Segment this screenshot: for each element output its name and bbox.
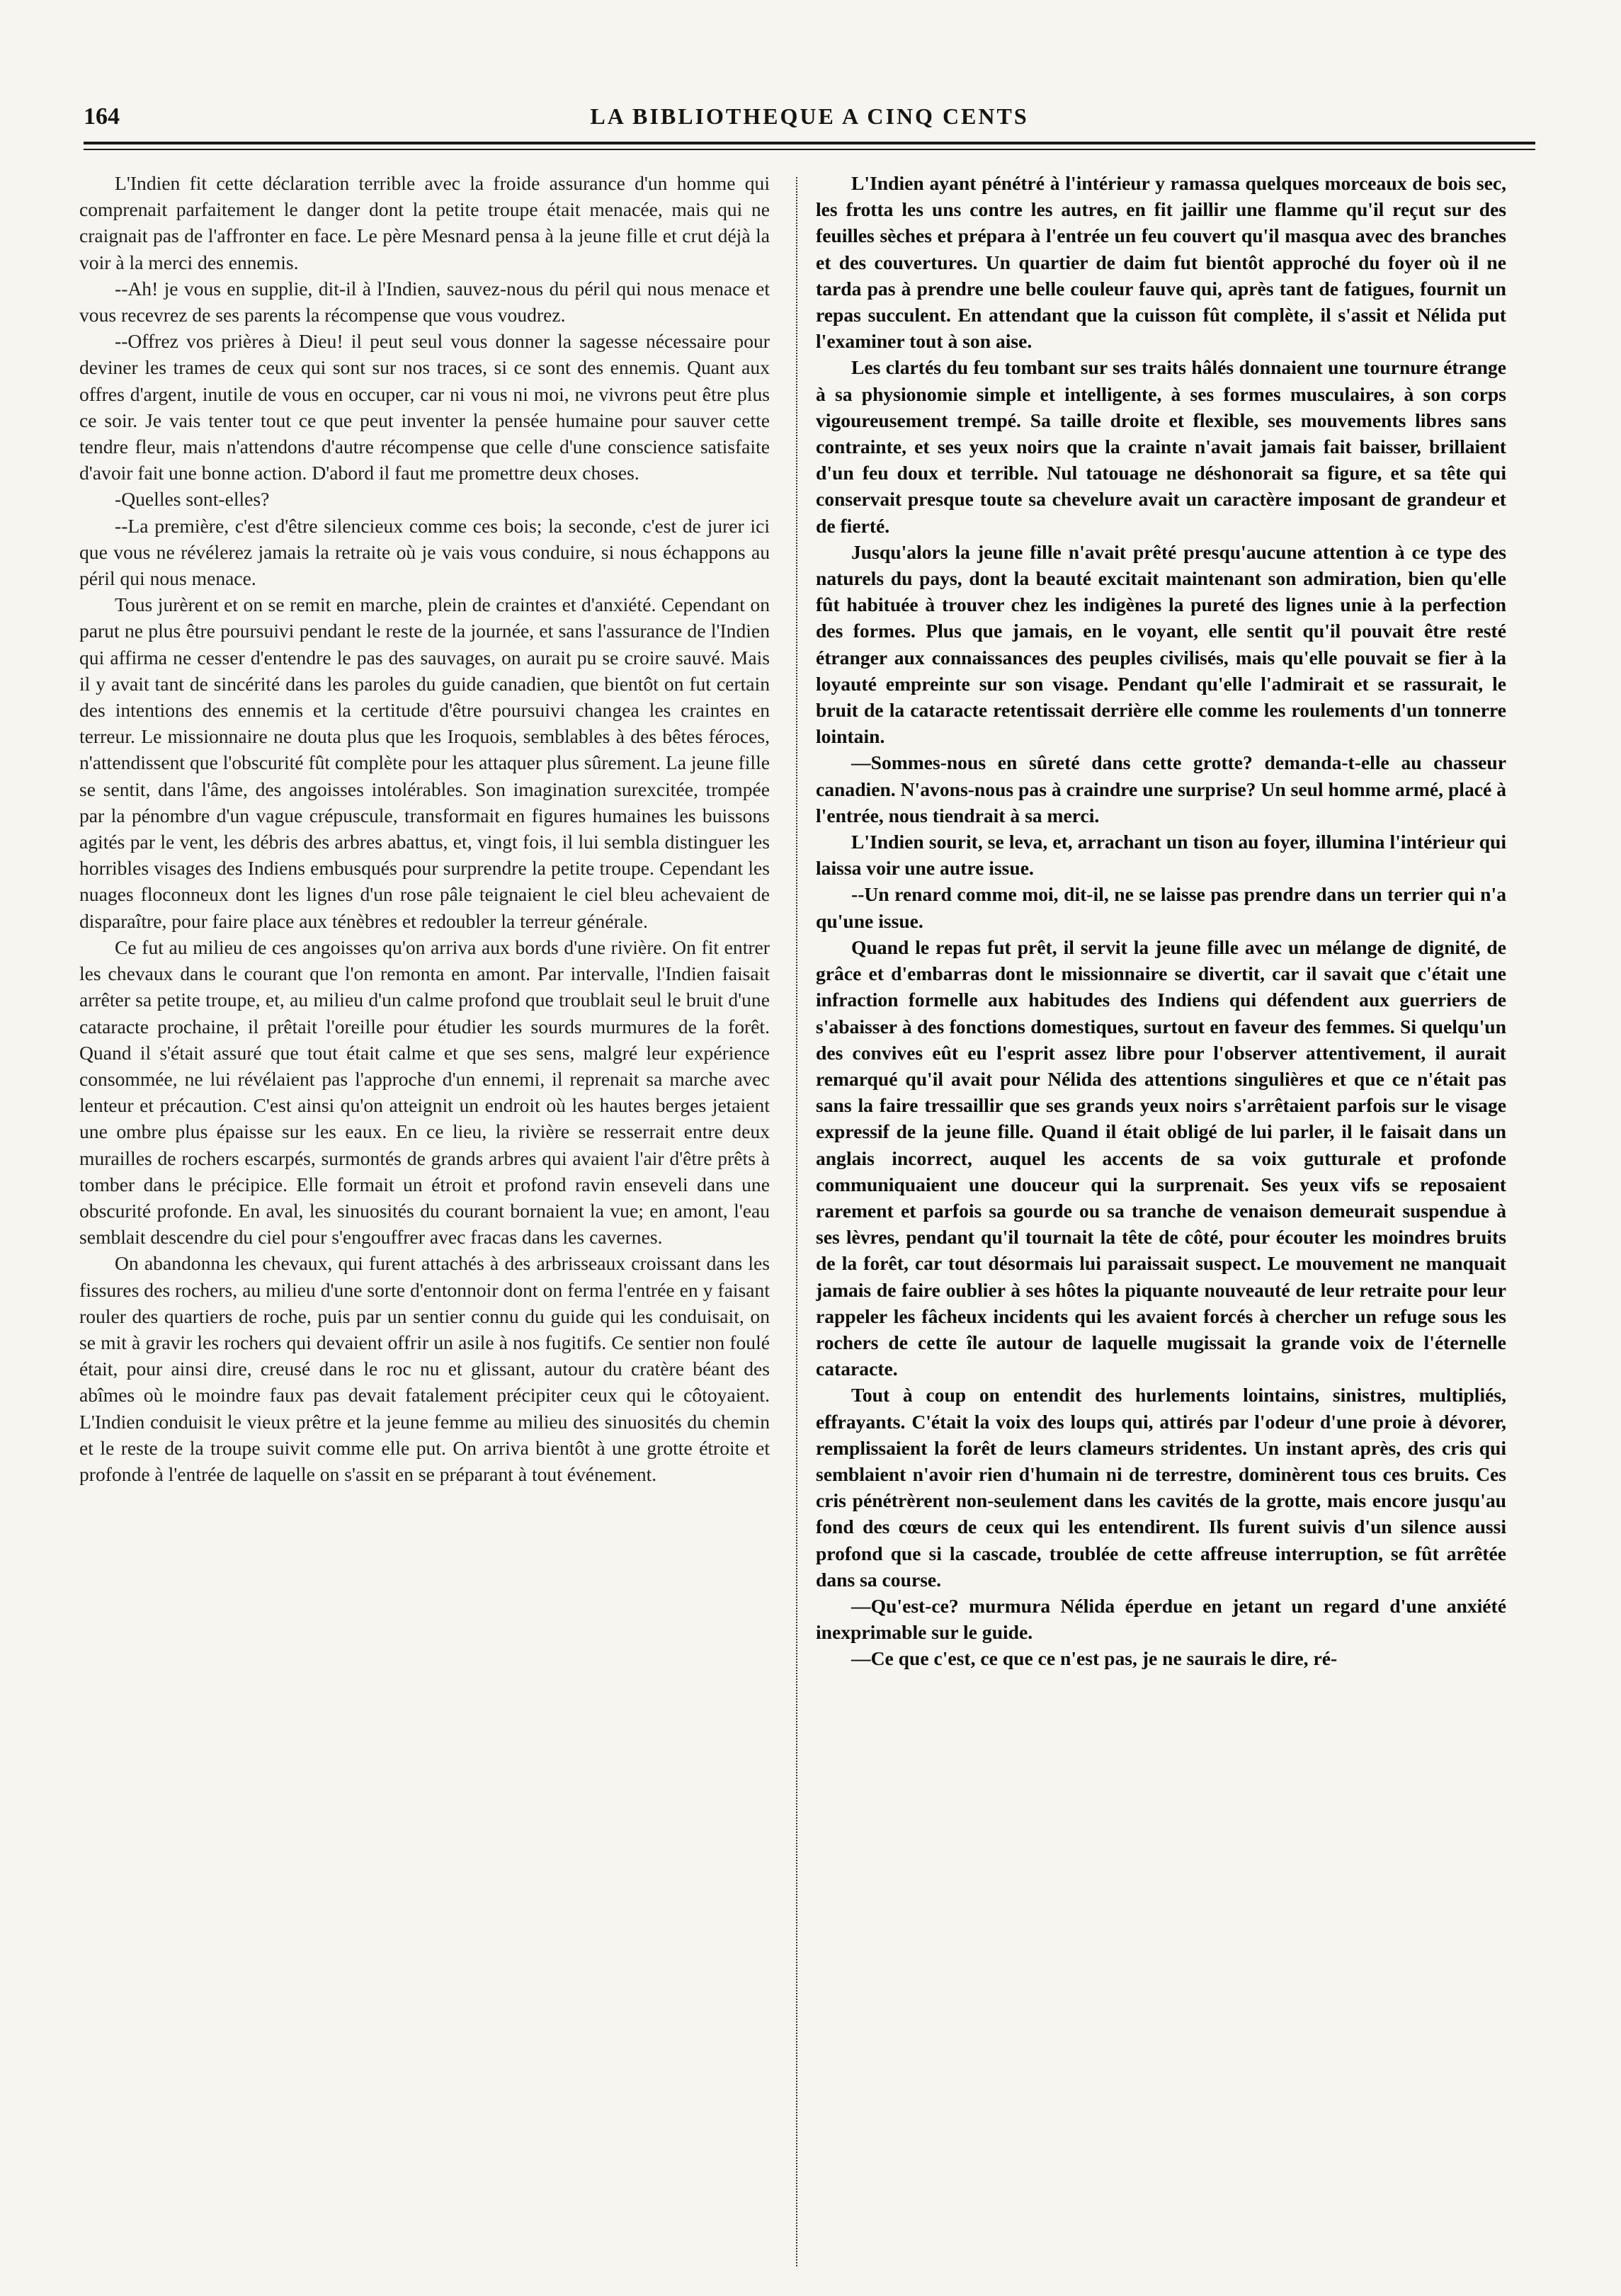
paragraph: Tout à coup on entendit des hurlements lointains, sinistres, multipliés, effrayants. C'était la voix des loups qui, attirés par l'odeur d'une proie à dévorer, remplissaient la forêt de leurs clameurs stridentes. Un instant après, des cris qui semblaient n'avoir rien d'humain ni de terrestre, dominèrent tous ces bruits. Ces cris pénétrèrent non-seulement dans les cavités de la grotte, mais encore jusqu'au fond des cœurs de ceux qui les entendirent. Ils furent suivis d'un silence aussi profond que si la cascade, troublée de cette affreuse interruption, se fût arrêtée dans sa course. [816,1384,1506,1591]
paragraph: --Offrez vos prières à Dieu! il peut seul vous donner la sagesse nécessaire pour deviner les trames de ceux qui sont sur nos traces, si ce sont des ennemis. Quant aux offres d'argent, inutile de vous en occuper, car ni vous ni moi, ne vivrons peut être plus ce soir. Je vais tenter tout ce que peut inventer la pensée humaine pour sauver cette tendre fleur, mais n'attendons d'autre récompense que celle d'une conscience satisfaite d'avoir fait une bonne action. D'abord il faut me promettre deux choses. [79,330,770,484]
paragraph: --Un renard comme moi, dit-il, ne se laisse pas prendre dans un terrier qui n'a qu'une issue. [816,883,1506,932]
paragraph: On abandonna les chevaux, qui furent attachés à des arbrisseaux croissant dans les fissures des rochers, au milieu d'une sorte d'entonnoir dont on ferma l'entrée en y faisant rouler des quartiers de roche, puis par un sentier connu du guide qui les conduisait, on se mit à gravir les rochers qui devaient offrir un asile à nos fugitifs. Ce sentier non foulé était, pour ainsi dire, creusé dans le roc nu et glissant, autour du cratère béant des abîmes où le moindre faux pas devait fatalement précipiter ceux qui le côtoyaient. L'Indien conduisit le vieux prêtre et la jeune femme au milieu des sinuosités du chemin et le reste de la troupe suivit comme elle put. On arriva bientôt à une grotte étroite et profonde à l'entrée de laquelle on s'assit en se préparant à tout événement. [79,1252,770,1485]
header-rule-thin [84,149,1535,150]
paragraph: --Ah! je vous en supplie, dit-il à l'Indien, sauvez-nous du péril qui nous menace et vous recevrez de ses parents la récompense que vous voudrez. [79,277,770,326]
right-column [816,170,1506,2273]
paragraph: --La première, c'est d'être silencieux comme ces bois; la seconde, c'est de jurer ici que vous ne révélerez jamais la retraite où je vais vous conduire, si nous échappons au péril qui nous menace. [79,514,770,590]
paragraph: L'Indien sourit, se leva, et, arrachant un tison au foyer, illumina l'intérieur qui laissa voir une autre issue. [816,831,1506,880]
paragraph: —Sommes-nous en sûreté dans cette grotte? demanda-t-elle au chasseur canadien. N'avons-nous pas à craindre une surprise? Un seul homme armé, placé à l'entrée, nous tiendrait à sa merci. [816,751,1506,826]
left-column [79,170,770,2273]
paragraph: Quand le repas fut prêt, il servit la jeune fille avec un mélange de dignité, de grâce et d'embarras dont le missionnaire se divertit, car il savait que c'était une infraction formelle aux habitudes des Indiens qui défendent aux guerriers de s'abaisser à des fonctions domestiques, surtout en faveur des femmes. Si quelqu'un des convives eût eu l'esprit assez libre pour l'observer attentivement, il aurait remarqué qu'il avait pour Nélida des attentions singulières et que ce n'était pas sans la faire tressaillir que ses grands yeux noirs s'arrêtaient parfois sur le visage expressif de la jeune fille. Quand il était obligé de lui parler, il le faisait dans un anglais incorrect, auquel les accents de sa voix gutturale et profonde communiquaient une douceur qui la surprenait. Ses yeux vifs se reposaient rarement et parfois sa gourde ou sa tranche de venaison demeurait suspendue à ses lèvres, pendant qu'il tournait la tête de côté, pour écouter les moindres bruits de la forêt, car tout désormais lui paraissait suspect. Le mouvement ne manquait jamais de faire oublier à ses hôtes la piquante nouveauté de leur retraite pour leur rappeler les fâcheux incidents qui les avaient forcés à chercher un refuge sous les rochers de cette île autour de laquelle mugissait la grande voix de l'éternelle cataracte. [816,936,1506,1380]
paragraph: Les clartés du feu tombant sur ses traits hâlés donnaient une tournure étrange à sa physionomie simple et intelligente, à ses formes musculaires, à son corps vigoureusement trempé. Sa taille droite et flexible, ses mouvements libres sans contrainte, et ses yeux noirs que la crainte n'avait jamais fait baisser, brillaient d'un feu doux et terrible. Nul tatouage ne déshonorait sa figure, et sa tête qui conservait presque toute sa chevelure avait un caractère imposant de grandeur et de fierté. [816,356,1506,537]
header-rule-thick [84,142,1535,144]
paragraph: L'Indien ayant pénétré à l'intérieur y ramassa quelques morceaux de bois sec, les frotta les uns contre les autres, en fit jaillir une flamme qu'il reçut sur des feuilles sèches et prépara à l'entrée un feu couvert qu'il masqua avec des branches et des couvertures. Un quartier de daim fut bientôt approché du foyer où il ne tarda pas à prendre une belle couleur fauve qui, après tant de fatigues, fournit un repas succulent. En attendant que la cuisson fût complète, il s'assit et Nélida put l'examiner tout à son aise. [816,172,1506,353]
paragraph: —Qu'est-ce? murmura Nélida éperdue en jetant un regard d'une anxiété inexprimable sur le guide. [816,1594,1506,1644]
column-divider [796,177,797,2266]
paragraph: -Quelles sont-elles? [115,488,270,511]
paragraph: Jusqu'alors la jeune fille n'avait prêté presqu'aucune attention à ce type des naturels du pays, dont la beauté excitait maintenant son admiration, bien qu'elle fût habituée à trouver chez les indigènes la pureté des lignes unie à la perfection des formes. Plus que jamais, en le voyant, elle sentit qu'il pouvait être resté étranger aux connaissances des peuples civilisés, mais qu'elle pouvait se fier à la loyauté empreinte sur son visage. Pendant qu'elle l'admirait et se rassurait, le bruit de la cataracte retentissait derrière elle comme les roulements d'un tonnerre lointain. [816,540,1506,748]
paragraph: Ce fut au milieu de ces angoisses qu'on arriva aux bords d'une rivière. On fit entrer les chevaux dans le courant que l'on remonta en amont. Par intervalle, l'Indien faisait arrêter sa petite troupe, et, au milieu d'un calme profond que troublait seul le bruit d'une cataracte prochaine, il prêtait l'oreille pour étudier les sourds murmures de la forêt. Quand il s'était assuré que tout était calme et que ses sens, malgré leur expérience consommée, ne lui révélaient pas l'approche d'un ennemi, il reprenait sa marche avec lenteur et précaution. C'est ainsi qu'on atteignit un endroit où les hautes berges jetaient une ombre plus épaisse sur les eaux. En ce lieu, la rivière se resserrait entre deux murailles de rochers escarpés, surmontés de grands arbres qui avaient l'air d'être prêts à tomber dans le précipice. Elle formait un étroit et profond ravin enseveli dans une obscurité profonde. En aval, les sinuosités du courant bornaient la vue; en amont, l'eau semblait descendre du ciel pour s'engouffrer avec fracas dans les cavernes. [79,936,770,1249]
paragraph: —Ce que c'est, ce que ce n'est pas, je ne saurais le dire, ré- [851,1647,1338,1670]
paragraph: Tous jurèrent et on se remit en marche, plein de craintes et d'anxiété. Cependant on parut ne plus être poursuivi pendant le reste de la journée, et sans l'assurance de l'Indien qui affirma ne cesser d'entendre le pas des sauvages, on aurait pu se croire sauvé. Mais il y avait tant de sincérité dans les paroles du guide canadien, que bientôt on fut certain des intentions des ennemis et la certitude d'être poursuivi changea les craintes en terreur. Le missionnaire ne douta plus que les Iroquois, semblables à des bêtes féroces, n'attendissent que l'obscurité fût complète pour les attaquer plus sûrement. La jeune fille se sentit, dans l'âme, des angoisses intolérables. Son imagination surexcitée, trompée par la pénombre d'un vague crépuscule, transformait en figures humaines les buissons agités par le vent, les débris des arbres abattus, et, vingt fois, il lui sembla distinguer les horribles visages des Indiens embusqués pour surprendre la petite troupe. Cependant les nuages floconneux dont les lignes d'un rose pâle teignaient le ciel bleu achevaient de disparaître, pour faire place aux ténèbres et redoubler la terreur générale. [79,593,770,932]
page-header [84,99,1535,142]
paragraph: L'Indien fit cette déclaration terrible avec la froide assurance d'un homme qui comprenait parfaitement le danger dont la petite troupe était menacée, mais qui ne craignait pas de l'affronter en face. Le père Mesnard pensa à la jeune fille et crut déjà la voir à la merci des ennemis. [79,172,770,273]
page-number: 164 [84,103,120,130]
running-title: LA BIBLIOTHEQUE A CINQ CENTS [590,103,1029,129]
